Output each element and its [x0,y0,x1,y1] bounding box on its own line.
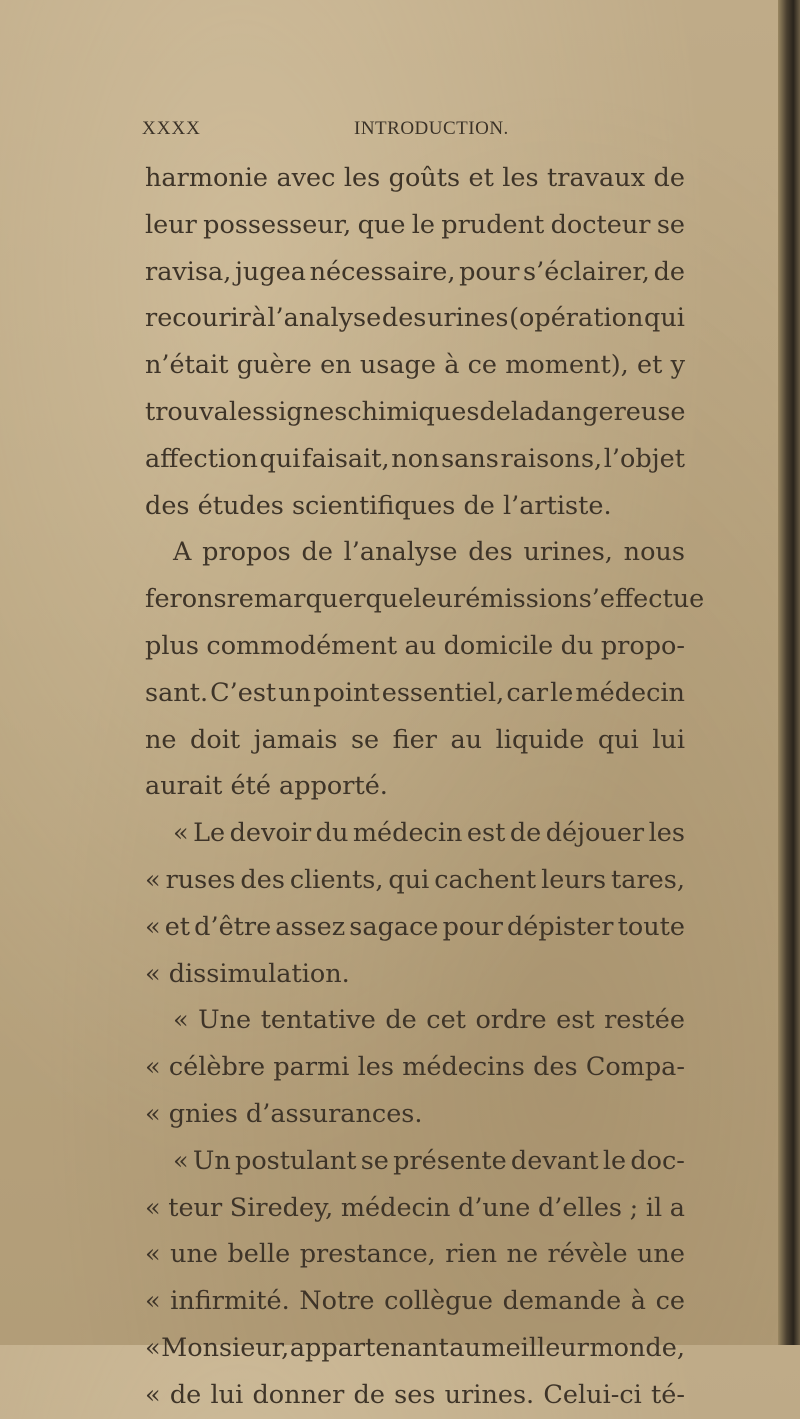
text-line: des études scientifiques de l’artiste. [145,490,612,521]
text-line: plus commodément au domicile du propo- [145,630,685,661]
page-edge-shadow [778,0,800,1345]
text-line: ferons remarquer que leur émission s’effectue [145,584,705,615]
body-text [145,155,705,1419]
text-line: « célèbre parmi les médecins des Compa- [145,1052,685,1083]
text-line: recourir à l’analyse des urines (opération qui [145,303,685,334]
text-line: n’était guère en usage à ce moment), et y [145,350,685,381]
text-line: « Un postulant se présente devant le doc- [173,1145,685,1176]
text-line: leur possesseur, que le prudent docteur se [145,209,685,240]
running-title: INTRODUCTION. [354,118,509,139]
text-line: ravisa, jugea nécessaire, pour s’éclairer, de [145,256,685,287]
text-line: « ruses des clients, qui cachent leurs tares, [145,864,685,895]
text-line: « Une tentative de cet ordre est restée [173,1005,685,1036]
text-line: « teur Siredey, médecin d’une d’elles ; il a [145,1192,685,1223]
text-line: trouva les signes chimiques de la dangereuse [145,396,686,427]
text-line: « gnies d’assurances. [145,1098,423,1129]
text-line: « Monsieur, appartenant au meilleur monde, [145,1332,685,1363]
text-line: « dissimulation. [145,958,350,989]
text-line: « Le devoir du médecin est de déjouer les [173,818,685,849]
text-line: sant. C’est un point essentiel, car le médecin [145,677,685,708]
text-line: affection qui faisait, non sans raisons, l’objet [145,443,685,474]
text-line: A propos de l’analyse des urines, nous [173,537,685,568]
text-line: « infirmité. Notre collègue demande à ce [145,1286,685,1317]
text-line: aurait été apporté. [145,771,388,802]
running-head [0,118,800,142]
text-line: « une belle prestance, rien ne révèle une [145,1239,685,1270]
text-line: « de lui donner de ses urines. Celui-ci té- [145,1379,685,1410]
text-line: « et d’être assez sagace pour dépister toute [145,911,685,942]
text-line: ne doit jamais se fier au liquide qui lui [145,724,685,755]
text-line: harmonie avec les goûts et les travaux de [145,163,685,193]
page-number: XXXX [142,118,201,139]
